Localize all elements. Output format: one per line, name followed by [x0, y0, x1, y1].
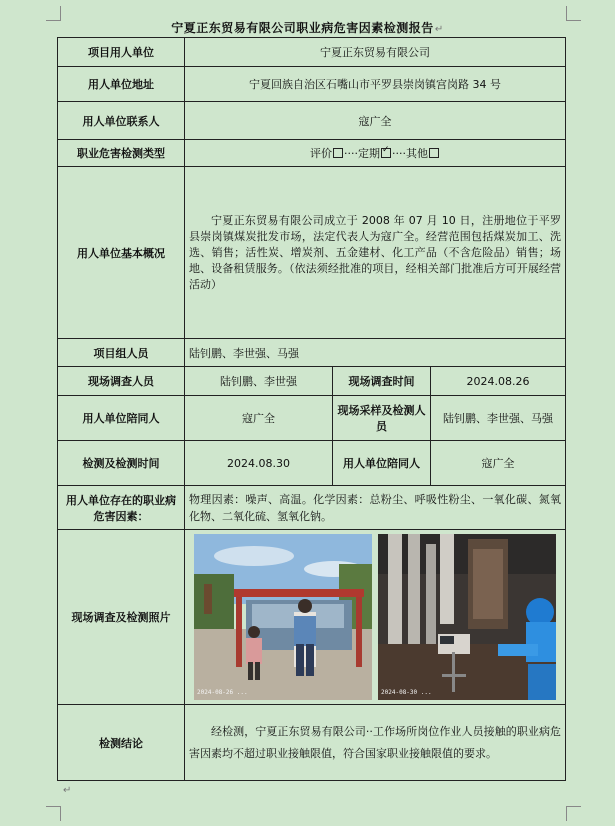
crop-mark-bottom-right	[566, 806, 581, 821]
option-periodic-checkbox[interactable]	[381, 148, 391, 158]
overview-text[interactable]: 宁夏正东贸易有限公司成立于 2008 年 07 月 10 日，注册地位于平罗县崇岗镇煤炭批发市场，法定代表人为寇广全。经营范围包括煤炭加工、洗选、销售；活性炭、增炭剂、五金建材、化工产品（不含危险品）销售；场地、设备租赁服务。（依法须经批准的项目，经相关部门批准后方可开展经营活动）	[189, 213, 562, 291]
report-table	[57, 37, 566, 781]
site-survey-photo[interactable]	[194, 534, 372, 700]
site-detection-photo[interactable]	[378, 534, 556, 700]
detect-label: 检测及检测时间	[58, 441, 185, 486]
photo-timestamp: 2024-08-26 ...	[197, 689, 248, 696]
conclusion-text[interactable]: 经检测，宁夏正东贸易有限公司··工作场所岗位作业人员接触的职业病危害因素均不超过职业接触限值，符合国家职业接触限值的要求。	[189, 724, 562, 760]
type-label: 职业危害检测类型	[58, 140, 185, 167]
option-other-checkbox[interactable]	[429, 148, 439, 158]
photos-label: 现场调查及检测照片	[58, 530, 185, 705]
sampling-label: 现场采样及检测人员	[333, 396, 431, 441]
conclusion-cell	[185, 705, 566, 781]
option-evaluation-checkbox[interactable]	[333, 148, 343, 158]
survey-label: 现场调查人员	[58, 367, 185, 396]
row-hazards	[58, 486, 566, 530]
address-value[interactable]: 宁夏回族自治区石嘴山市平罗县崇岗镇宫岗路 34 号	[185, 67, 566, 102]
contact-value[interactable]: 寇广全	[185, 102, 566, 140]
escort-value[interactable]: 寇广全	[185, 396, 333, 441]
project-unit-label: 项目用人单位	[58, 38, 185, 67]
row-overview	[58, 167, 566, 339]
escort-label: 用人单位陪同人	[58, 396, 185, 441]
hazards-text[interactable]: 物理因素：噪声、高温。化学因素：总粉尘、呼吸性粉尘、一氧化碳、氮氧化物、二氧化硫、氢氧化钠。	[189, 492, 562, 523]
team-value[interactable]: 陆钊鹏、李世强、马强	[185, 339, 566, 367]
hazards-label: 用人单位存在的职业病危害因素：	[58, 486, 185, 530]
project-unit-value[interactable]: 宁夏正东贸易有限公司	[185, 38, 566, 67]
row-photos	[58, 530, 566, 705]
row-project-unit	[58, 38, 566, 67]
photo-timestamp: 2024-08-30 ...	[381, 689, 432, 696]
option-separator: ····	[392, 147, 407, 160]
survey-time-label: 现场调查时间	[333, 367, 431, 396]
row-survey	[58, 367, 566, 396]
team-label: 项目组人员	[58, 339, 185, 367]
overview-cell	[185, 167, 566, 339]
survey-time-value[interactable]: 2024.08.26	[431, 367, 566, 396]
photos-cell	[185, 530, 566, 705]
type-options	[185, 140, 566, 167]
address-label: 用人单位地址	[58, 67, 185, 102]
option-periodic-label: 定期	[358, 147, 381, 160]
option-evaluation-label: 评价	[310, 147, 333, 160]
overview-label: 用人单位基本概况	[58, 167, 185, 339]
detect-escort-label: 用人单位陪同人	[333, 441, 431, 486]
row-type	[58, 140, 566, 167]
paragraph-mark: ↵	[63, 785, 72, 796]
contact-label: 用人单位联系人	[58, 102, 185, 140]
row-detect	[58, 441, 566, 486]
survey-value[interactable]: 陆钊鹏、李世强	[185, 367, 333, 396]
row-team	[58, 339, 566, 367]
row-conclusion	[58, 705, 566, 781]
crop-mark-bottom-left	[46, 806, 61, 821]
hazards-cell	[185, 486, 566, 530]
detect-value[interactable]: 2024.08.30	[185, 441, 333, 486]
row-escort	[58, 396, 566, 441]
sampling-value[interactable]: 陆钊鹏、李世强、马强	[431, 396, 566, 441]
option-other-label: 其他	[406, 147, 429, 160]
report-title-text: 宁夏正东贸易有限公司职业病危害因素检测报告	[171, 21, 434, 35]
detect-escort-value[interactable]: 寇广全	[431, 441, 566, 486]
option-separator: ····	[344, 147, 359, 160]
report-title: 宁夏正东贸易有限公司职业病危害因素检测报告↵	[171, 21, 444, 35]
row-address	[58, 67, 566, 102]
row-contact	[58, 102, 566, 140]
conclusion-label: 检测结论	[58, 705, 185, 781]
